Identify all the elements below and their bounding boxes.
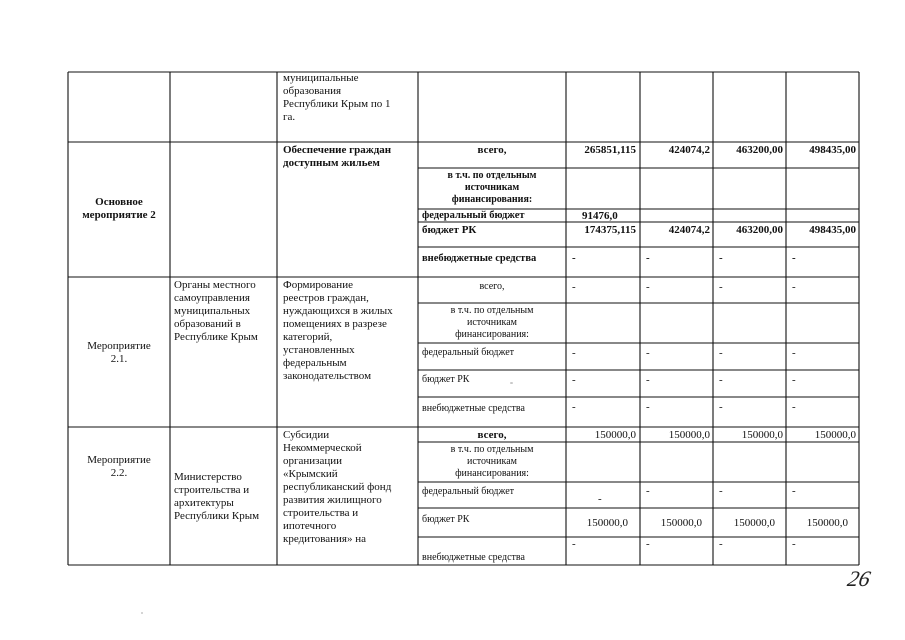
value-cell: 174375,115 [584,224,636,236]
dash-cell: - [719,347,723,359]
value-cell: 424074,2 [668,224,710,236]
value-cell: 150000,0 [733,517,775,529]
value-cell: 463200,00 [736,144,783,156]
value-cell: 150000,0 [660,517,702,529]
source-label: всего, [477,144,507,156]
dash-cell: - [792,347,796,359]
main-measure-header: Основное мероприятие 2 [82,196,156,221]
source-label: бюджет РК [422,374,470,385]
dash-cell: - [646,347,650,359]
dash-cell: - [792,485,796,497]
dash-cell: - [792,538,796,550]
dash-cell: - [572,281,576,293]
value-cell: 424074,2 [668,144,710,156]
responsible-org: Органы местного самоуправления муниципальных образований в Республике Крым [174,279,258,343]
dash-cell: - [646,538,650,550]
dash-cell: - [598,493,602,505]
measure-description: Формирование реестров граждан, нуждающихся в жилых помещениях в разрезе категорий, установленных федеральным законодательством [283,279,393,382]
source-label: федеральный бюджет [422,486,515,497]
value-cell: 463200,00 [736,224,783,236]
value-cell: 150000,0 [814,429,856,441]
source-label: в т.ч. по отдельным источникам финансирования: [447,170,537,205]
dash-cell: - [792,252,796,264]
value-cell: 265851,115 [584,144,636,156]
value-cell: 150000,0 [741,429,783,441]
source-label: внебюджетные средства [422,253,537,264]
dash-cell: - [719,401,723,413]
dash-cell: - [719,485,723,497]
dash-cell: - [572,252,576,264]
dash-cell: - [572,538,576,550]
dash-cell: - [572,347,576,359]
value-cell: 91476,0 [582,210,618,222]
value-cell: 150000,0 [594,429,636,441]
source-label: бюджет РК [422,514,470,525]
source-label: всего, [477,429,507,441]
source-label: бюджет РК [422,224,477,236]
dash-cell: - [646,252,650,264]
source-label: в т.ч. по отдельным источникам финансирования: [450,305,534,340]
source-label: федеральный бюджет [422,210,525,221]
dash-cell: - [719,281,723,293]
scan-speck [141,612,143,614]
value-cell: 498435,00 [809,224,856,236]
responsible-org: Министерство строительства и архитектуры Республики Крым [174,471,260,522]
dash-cell: - [719,252,723,264]
dash-cell: - [646,374,650,386]
scan-speck [510,382,513,384]
value-cell: 150000,0 [806,517,848,529]
dash-cell: - [572,374,576,386]
value-cell: 150000,0 [668,429,710,441]
dash-cell: - [646,485,650,497]
measure-description: Обеспечение граждан доступным жильем [283,144,392,169]
dash-cell: - [792,401,796,413]
measure-header: Мероприятие 2.1. [87,340,151,365]
source-label: всего, [479,281,505,292]
measure-header: Мероприятие 2.2. [87,454,151,479]
dash-cell: - [792,281,796,293]
dash-cell: - [572,401,576,413]
dash-cell: - [719,538,723,550]
dash-cell: - [792,374,796,386]
value-cell: 498435,00 [809,144,856,156]
page-number: 26 [845,566,873,591]
dash-cell: - [719,374,723,386]
dash-cell: - [646,401,650,413]
measure-description: муниципальные образования Республики Крым по 1 га. [283,72,391,123]
value-cell: 150000,0 [586,517,628,529]
measure-description: Субсидии Некоммерческой организации «Крымский республиканский фонд развития жилищного строительства и ипотечного кредитования» на [283,429,392,545]
source-label: внебюджетные средства [422,403,525,414]
dash-cell: - [646,281,650,293]
source-label: внебюджетные средства [422,552,525,563]
source-label: федеральный бюджет [422,347,515,358]
source-label: в т.ч. по отдельным источникам финансирования: [450,444,534,479]
